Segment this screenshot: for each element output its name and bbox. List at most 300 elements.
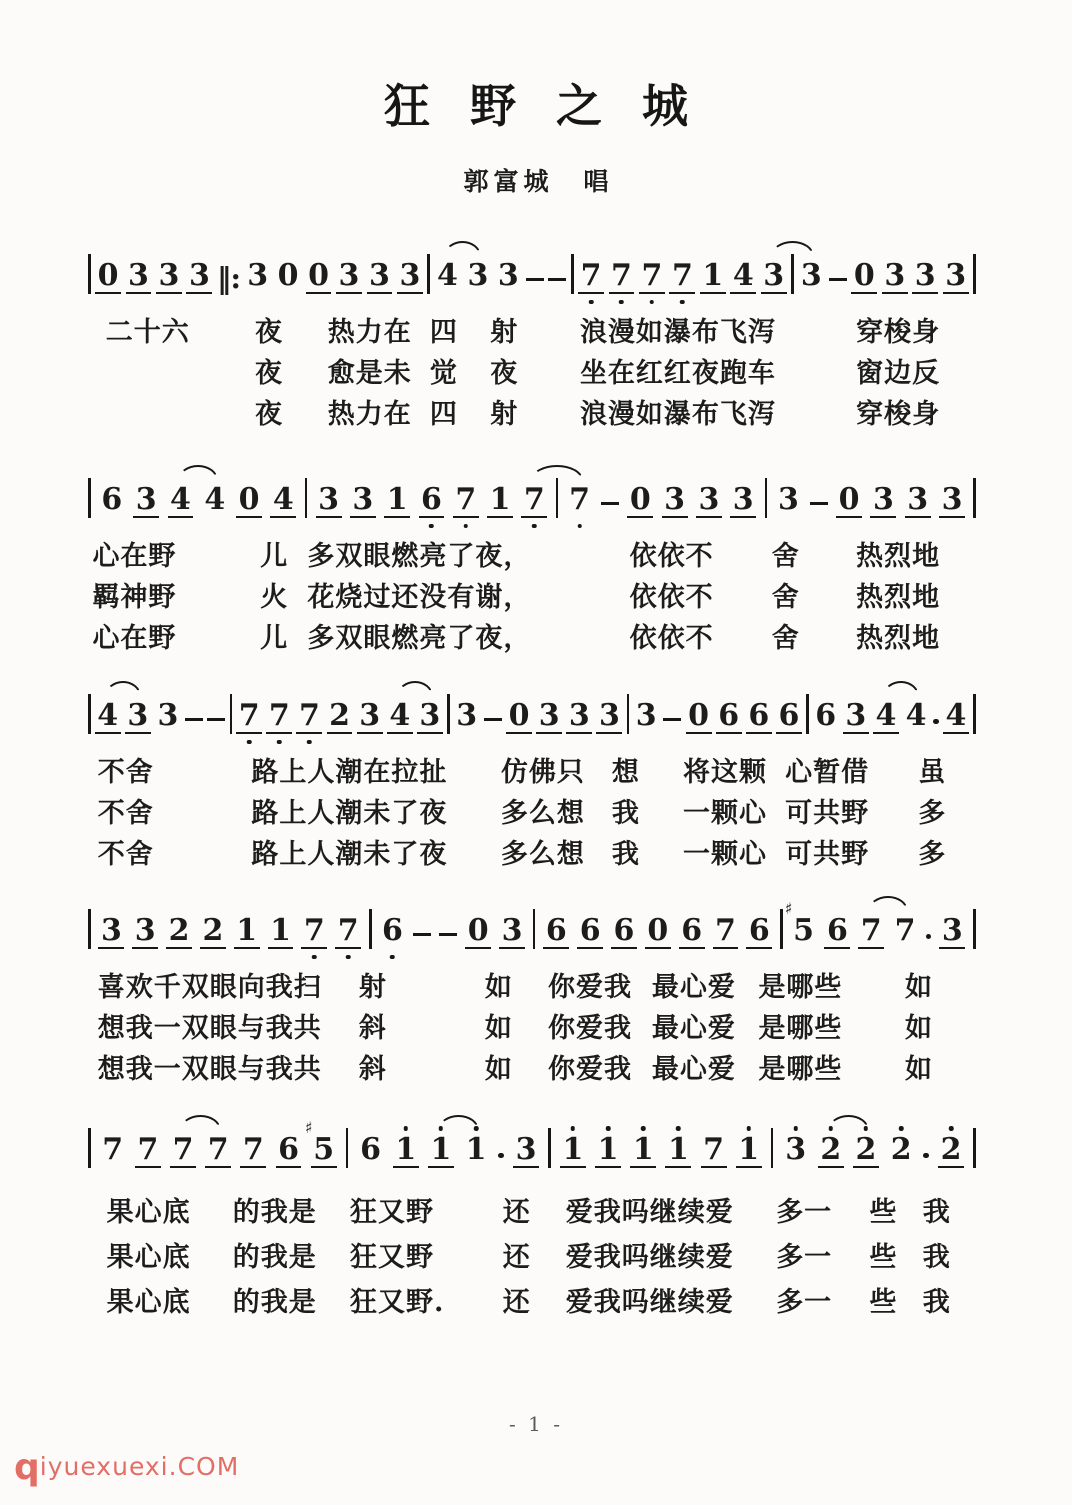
note: 5 ♯ — [311, 1134, 337, 1168]
augmentation-dot-icon — [926, 934, 932, 940]
note: 7 — [453, 484, 479, 518]
barline-icon — [447, 694, 450, 734]
note: 1 — [487, 484, 513, 518]
lyric-chunk: 不舍 — [97, 757, 154, 788]
note: 4 — [387, 700, 413, 734]
system-4 — [88, 893, 976, 1088]
note: 3 — [156, 260, 182, 294]
octave-down-dot-icon — [619, 300, 624, 305]
note: 3 — [905, 484, 931, 518]
note: 0 — [851, 260, 877, 294]
notation-line — [88, 899, 976, 949]
lyric-chunk: 想我一双眼与我共 — [97, 1054, 322, 1085]
note: 1 — [560, 1134, 586, 1168]
note: 6 — [101, 482, 123, 517]
note: 3 — [417, 700, 443, 734]
lyric-chunk: 愈是未 — [327, 358, 412, 389]
lyrics-block — [88, 534, 976, 657]
note: 6 — [746, 700, 772, 734]
lyric-chunk: 狂又野 — [349, 1197, 434, 1228]
note: 7 — [669, 260, 695, 294]
note: 6 — [360, 1132, 382, 1167]
lyric-chunk: 热烈地 — [856, 623, 941, 654]
octave-down-dot-icon — [532, 524, 537, 529]
octave-down-dot-icon — [650, 300, 655, 305]
barline-icon — [548, 1128, 551, 1168]
note: 1 — [595, 1134, 621, 1168]
duration-dash-icon — [484, 718, 502, 722]
lyric-chunk: 斜 — [358, 1013, 387, 1044]
octave-down-dot-icon — [464, 524, 469, 529]
note: 7 — [296, 700, 322, 734]
lyric-chunk: 喜欢千双眼向我扫 — [97, 972, 322, 1003]
lyric-chunk: 斜 — [358, 1054, 387, 1085]
lyric-chunk: 舍 — [771, 623, 800, 654]
lyric-chunk: 觉 — [429, 358, 458, 389]
note: 7 — [858, 915, 884, 949]
note: 4 — [204, 482, 226, 517]
duration-dash-icon — [207, 718, 225, 722]
lyric-chunk: 我 — [922, 1197, 951, 1228]
slur-arc-icon — [180, 1115, 221, 1130]
duration-dash-icon — [526, 278, 544, 282]
lyric-chunk: 些 — [869, 1242, 898, 1273]
slur-arc-icon — [771, 241, 814, 256]
barline-icon — [780, 909, 783, 949]
lyric-row — [88, 351, 976, 392]
lyric-chunk: 依依不 — [629, 541, 714, 572]
lyric-chunk: 仿佛只 — [500, 757, 585, 788]
system-1 — [88, 238, 976, 433]
note: 3 — [536, 700, 562, 734]
note: 0 — [277, 258, 299, 293]
lyric-chunk: 心在野 — [92, 541, 177, 572]
lyric-chunk: 的我是 — [232, 1197, 317, 1228]
barline-icon — [973, 1128, 976, 1168]
note: 0 — [465, 915, 491, 949]
lyric-chunk: 舍 — [771, 541, 800, 572]
note: 4 — [730, 260, 756, 294]
octave-down-dot-icon — [680, 300, 685, 305]
slur-arc-icon — [828, 1115, 869, 1130]
octave-up-dot-icon — [641, 1126, 646, 1131]
lyric-chunk: 射 — [490, 317, 519, 348]
lyric-chunk: 依依不 — [629, 623, 714, 654]
note: 3 — [761, 260, 787, 294]
lyric-chunk: 如 — [484, 1054, 513, 1085]
lyric-chunk: 可共野 — [785, 798, 870, 829]
barline-icon — [556, 478, 559, 518]
note: 3 — [783, 1134, 809, 1168]
lyric-chunk: 虽 — [918, 757, 947, 788]
lyric-chunk: 些 — [869, 1197, 898, 1228]
lyric-chunk: 火 — [260, 582, 289, 613]
note: 3 — [467, 258, 489, 293]
lyric-row — [88, 1235, 976, 1280]
note: 1 — [393, 1134, 419, 1168]
note: 6 — [543, 915, 569, 949]
note: 3 — [357, 700, 383, 734]
note: 2 — [166, 915, 192, 949]
lyric-row — [88, 534, 976, 575]
note: 1 — [428, 1134, 454, 1168]
system-5 — [88, 1112, 976, 1325]
lyric-row — [88, 1280, 976, 1325]
barline-icon — [88, 694, 91, 734]
barline-icon — [571, 254, 574, 294]
lyric-chunk: 的我是 — [232, 1287, 317, 1318]
lyric-chunk: 热烈地 — [856, 541, 941, 572]
lyric-chunk: 热力在 — [327, 399, 412, 430]
note: 7 — [609, 260, 635, 294]
slur-arc-icon — [444, 241, 481, 256]
note: 3 — [98, 915, 124, 949]
lyric-chunk: 多双眼燃亮了夜， — [307, 541, 532, 572]
barline-icon — [771, 1128, 774, 1168]
lyric-chunk: 夜 — [254, 399, 283, 430]
note: 0 — [306, 260, 332, 294]
note: 5 ♯ — [784, 899, 814, 948]
note: 6 — [776, 700, 802, 734]
note: 7 — [639, 260, 665, 294]
lyric-chunk: 果心底 — [106, 1197, 191, 1228]
barline-icon — [88, 478, 91, 518]
sharp-icon: ♯ — [784, 899, 793, 918]
augmentation-dot-icon — [923, 1153, 929, 1159]
note: 3 — [186, 260, 212, 294]
note: 3 — [367, 260, 393, 294]
note: 4 — [905, 698, 927, 733]
note: 2 — [818, 1134, 844, 1168]
barline-icon — [88, 1128, 91, 1168]
note: 6 — [746, 915, 772, 949]
lyric-chunk: 多一 — [776, 1242, 833, 1273]
lyric-row — [88, 310, 976, 351]
note: 1 — [463, 1134, 489, 1168]
note: 3 — [843, 700, 869, 734]
note: 3 — [777, 482, 799, 517]
lyric-chunk: 路上人潮未了夜 — [251, 798, 448, 829]
lyric-row — [88, 1006, 976, 1047]
note: 6 — [380, 915, 406, 949]
note: 4 — [270, 484, 296, 518]
lyric-chunk: 爱我吗继续爱 — [565, 1242, 734, 1273]
note: 1 — [736, 1134, 762, 1168]
lyric-chunk: 是哪些 — [758, 972, 843, 1003]
octave-up-dot-icon — [793, 1126, 798, 1131]
note: 3 — [125, 700, 151, 734]
lyric-chunk: 热烈地 — [856, 582, 941, 613]
lyric-chunk: 可共野 — [785, 839, 870, 870]
watermark-text: iyuexuexi.COM — [39, 1452, 240, 1481]
note: 3 — [247, 258, 269, 293]
score — [88, 0, 976, 1400]
barline-icon — [427, 254, 430, 294]
note: 3 — [696, 484, 722, 518]
lyric-chunk: 还 — [502, 1242, 531, 1273]
lyric-row — [88, 616, 976, 657]
barline-icon — [346, 1128, 349, 1168]
note: 0 — [236, 484, 262, 518]
note: 7 — [205, 1134, 231, 1168]
barline-icon — [765, 478, 768, 518]
note: 2 — [327, 700, 353, 734]
duration-dash-icon — [413, 933, 431, 937]
note: 3 — [800, 258, 822, 293]
lyric-row — [88, 1047, 976, 1088]
slur-arc-icon — [105, 681, 141, 696]
lyric-chunk: 一颗心 — [682, 839, 767, 870]
duration-dash-icon — [601, 502, 619, 506]
lyric-chunk: 是哪些 — [758, 1013, 843, 1044]
notation-line — [88, 1118, 976, 1168]
note: 6 — [577, 915, 603, 949]
octave-up-dot-icon — [746, 1126, 751, 1131]
note: 3 — [336, 260, 362, 294]
note: 0 — [686, 700, 712, 734]
barline-icon — [973, 694, 976, 734]
lyric-chunk: 你爱我 — [547, 1054, 632, 1085]
note: 3 — [943, 260, 969, 294]
lyric-chunk: 射 — [490, 399, 519, 430]
note: 3 — [499, 915, 525, 949]
barline-icon — [88, 909, 91, 949]
lyric-chunk: 爱我吗继续爱 — [565, 1197, 734, 1228]
note: 3 — [596, 700, 622, 734]
note: 1 — [665, 1134, 691, 1168]
octave-down-dot-icon — [429, 524, 434, 529]
lyric-chunk: 最心爱 — [651, 972, 736, 1003]
lyric-chunk: 果心底 — [106, 1287, 191, 1318]
lyric-chunk: 多么想 — [500, 839, 585, 870]
lyric-chunk: 花烧过还没有谢， — [307, 582, 532, 613]
lyric-row — [88, 392, 976, 433]
lyric-chunk: 穿梭身 — [856, 399, 941, 430]
note: 0 — [506, 700, 532, 734]
lyric-chunk: 如 — [904, 1054, 933, 1085]
note: 1 — [630, 1134, 656, 1168]
note: 6 — [276, 1134, 302, 1168]
duration-dash-icon — [829, 278, 847, 282]
lyric-chunk: 如 — [904, 1013, 933, 1044]
lyric-chunk: 想我一双眼与我共 — [97, 1013, 322, 1044]
barline-icon — [369, 909, 372, 949]
note: 3 — [939, 915, 965, 949]
lyric-chunk: 穿梭身 — [856, 317, 941, 348]
lyric-row — [88, 1190, 976, 1235]
lyric-chunk: 还 — [502, 1287, 531, 1318]
repeat-sign-icon: ‖: — [216, 261, 241, 295]
octave-up-dot-icon — [949, 1126, 954, 1131]
lyric-chunk: 浪漫如瀑布飞泻 — [579, 317, 776, 348]
barline-icon — [305, 478, 308, 518]
octave-down-dot-icon — [589, 300, 594, 305]
slur-arc-icon — [397, 681, 433, 696]
lyric-chunk: 我 — [611, 798, 640, 829]
duration-dash-icon — [548, 278, 566, 282]
note: 1 — [384, 484, 410, 518]
lyric-chunk: 路上人潮未了夜 — [251, 839, 448, 870]
octave-down-dot-icon — [247, 740, 252, 745]
barline-icon — [973, 254, 976, 294]
lyric-chunk: 多么想 — [500, 798, 585, 829]
slur-arc-icon — [868, 896, 908, 911]
note: 6 — [824, 915, 850, 949]
note: 3 — [870, 484, 896, 518]
note: 3 — [662, 484, 688, 518]
barline-icon — [627, 694, 630, 734]
lyric-chunk: 二十六 — [105, 317, 190, 348]
lyric-chunk: 你爱我 — [547, 972, 632, 1003]
note: 0 — [95, 260, 121, 294]
duration-dash-icon — [663, 718, 681, 722]
lyric-row — [88, 965, 976, 1006]
lyric-chunk: 舍 — [771, 582, 800, 613]
note: 3 — [730, 484, 756, 518]
octave-down-dot-icon — [577, 524, 582, 529]
lyrics-block — [88, 750, 976, 873]
lyric-chunk: 不舍 — [97, 839, 154, 870]
lyric-chunk: 一颗心 — [682, 798, 767, 829]
note: 3 — [157, 698, 179, 733]
system-2 — [88, 462, 976, 657]
note: 7 — [713, 915, 739, 949]
note: 6 — [815, 698, 837, 733]
note: 3 — [635, 698, 657, 733]
lyric-chunk: 四 — [429, 317, 458, 348]
song-title: 狂野之城 — [384, 79, 728, 133]
duration-dash-icon — [810, 502, 828, 506]
note: 4 — [873, 700, 899, 734]
lyric-chunk: 如 — [484, 972, 513, 1003]
augmentation-dot-icon — [933, 719, 939, 725]
slur-arc-icon — [883, 681, 919, 696]
note: 1 — [700, 260, 726, 294]
lyric-chunk: 心在野 — [92, 623, 177, 654]
augmentation-dot-icon — [498, 1153, 504, 1159]
duration-dash-icon — [185, 718, 203, 722]
lyric-chunk: 心暂借 — [785, 757, 870, 788]
lyric-chunk: 多 — [918, 798, 947, 829]
lyric-row — [88, 791, 976, 832]
slur-arc-icon — [531, 465, 583, 480]
lyric-chunk: 儿 — [260, 541, 289, 572]
note: 3 — [397, 260, 423, 294]
note: 2 — [853, 1134, 879, 1168]
lyric-chunk: 夜 — [490, 358, 519, 389]
lyric-chunk: 我 — [922, 1287, 951, 1318]
note: 7 — [335, 915, 361, 949]
lyric-chunk: 路上人潮在拉扯 — [251, 757, 448, 788]
lyric-chunk: 狂又野. — [349, 1287, 445, 1318]
slur-arc-icon — [178, 465, 218, 480]
note: 0 — [627, 484, 653, 518]
lyric-chunk: 狂又野 — [349, 1242, 434, 1273]
barline-icon — [230, 694, 233, 734]
note: 4 — [436, 258, 458, 293]
note: 1 — [268, 915, 294, 949]
note: 3 — [882, 260, 908, 294]
lyric-chunk: 热力在 — [327, 317, 412, 348]
lyric-chunk: 你爱我 — [547, 1013, 632, 1044]
watermark — [14, 1447, 240, 1488]
lyric-chunk: 射 — [358, 972, 387, 1003]
note: 7 — [301, 915, 327, 949]
sharp-icon: ♯ — [304, 1118, 313, 1137]
lyric-chunk: 是哪些 — [758, 1054, 843, 1085]
note: 2 — [888, 1134, 914, 1168]
note: 3 — [912, 260, 938, 294]
note: 3 — [497, 258, 519, 293]
slur-arc-icon — [438, 1115, 479, 1130]
lyric-chunk: 些 — [869, 1287, 898, 1318]
performer-credit: 郭富城 唱 — [463, 167, 614, 196]
lyric-chunk: 的我是 — [232, 1242, 317, 1273]
note: 7 — [240, 1134, 266, 1168]
lyric-chunk: 将这颗 — [682, 757, 767, 788]
note: 6 — [419, 484, 445, 518]
lyric-chunk: 我 — [922, 1242, 951, 1273]
octave-down-dot-icon — [277, 740, 282, 745]
barline-icon — [88, 254, 91, 294]
note: 0 — [836, 484, 862, 518]
barline-icon — [791, 254, 794, 294]
note: 7 — [701, 1134, 727, 1168]
lyric-chunk: 多一 — [776, 1287, 833, 1318]
note: 7 — [170, 1134, 196, 1168]
notation-line — [88, 256, 976, 294]
octave-down-dot-icon — [390, 955, 395, 960]
note: 3 — [133, 484, 159, 518]
lyric-chunk: 如 — [484, 1013, 513, 1044]
octave-down-dot-icon — [307, 740, 312, 745]
octave-up-dot-icon — [899, 1126, 904, 1131]
octave-down-dot-icon — [312, 955, 317, 960]
note: 6 — [679, 915, 705, 949]
note: 7 — [567, 484, 593, 518]
lyric-chunk: 最心爱 — [651, 1013, 736, 1044]
octave-up-dot-icon — [404, 1126, 409, 1131]
note: 3 — [939, 484, 965, 518]
lyric-chunk: 想 — [611, 757, 640, 788]
lyric-row — [88, 750, 976, 791]
octave-up-dot-icon — [676, 1126, 681, 1131]
lyric-chunk: 还 — [502, 1197, 531, 1228]
note: 3 — [316, 484, 342, 518]
note: 7 — [266, 700, 292, 734]
barline-icon — [973, 909, 976, 949]
lyrics-block — [88, 1190, 976, 1325]
lyric-chunk: 夜 — [254, 317, 283, 348]
note: 2 — [200, 915, 226, 949]
lyric-chunk: 羁神野 — [92, 582, 177, 613]
lyric-chunk: 不舍 — [97, 798, 154, 829]
octave-down-dot-icon — [346, 955, 351, 960]
duration-dash-icon — [439, 933, 457, 937]
lyric-chunk: 如 — [904, 972, 933, 1003]
note: 4 — [95, 700, 121, 734]
note: 3 — [513, 1134, 539, 1168]
lyric-chunk: 窗边反 — [856, 358, 941, 389]
note: 7 — [102, 1132, 124, 1167]
lyric-chunk: 浪漫如瀑布飞泻 — [579, 399, 776, 430]
lyric-chunk: 爱我吗继续爱 — [565, 1287, 734, 1318]
note: 7 — [521, 484, 547, 518]
octave-up-dot-icon — [606, 1126, 611, 1131]
lyric-row — [88, 575, 976, 616]
note: 3 — [132, 915, 158, 949]
note: 3 — [566, 700, 592, 734]
